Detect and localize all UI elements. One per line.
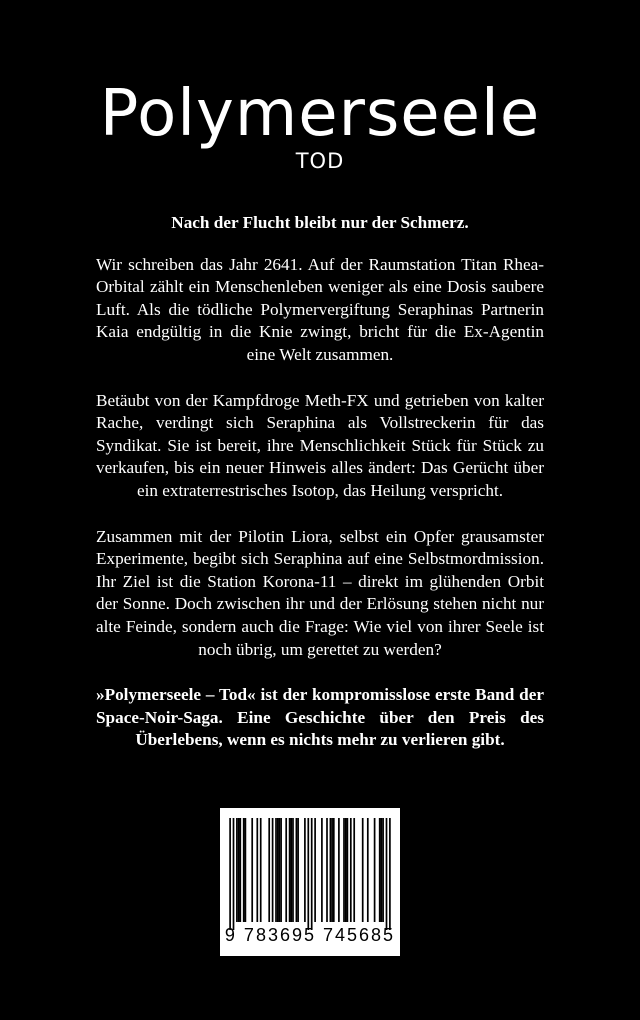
barcode-bar <box>233 818 235 930</box>
barcode-bar <box>292 818 294 922</box>
blurb-text <box>96 212 544 775</box>
barcode-bar <box>285 818 287 922</box>
isbn-number: 9 783695 745685 <box>224 925 396 945</box>
barcode-bar <box>386 818 388 930</box>
barcode-bar <box>275 818 277 922</box>
barcode-bar <box>243 818 245 922</box>
blurb-paragraph: Zusammen mit der Pilotin Liora, selbst ein Opfer grausamster Experimente, begibt sich Seraphina auf eine Selbstmordmission. Ihr Ziel ist die Station Korona-11 – direkt im glühenden Orbit der Sonne. Doch zwischen ihr und der Erlösung stehen nicht nur alte Feinde, sondern auch die Frage: Wie viel von ihrer Seele ist noch übrig, um gerettet zu werden? <box>96 526 544 659</box>
barcode-bar <box>272 818 274 922</box>
barcode-bar <box>304 818 306 922</box>
barcode-bar <box>350 818 352 922</box>
barcode-bar <box>331 818 333 922</box>
barcode-bar <box>290 818 292 922</box>
barcode-bar <box>245 818 247 922</box>
barcode-bar <box>345 818 347 922</box>
tagline: Nach der Flucht bleibt nur der Schmerz. <box>171 213 469 232</box>
barcode-bar <box>236 818 238 922</box>
barcode-bar <box>326 818 328 922</box>
barcode-bar <box>296 818 298 922</box>
barcode-bar <box>379 818 381 922</box>
barcode-bar <box>260 818 262 922</box>
barcode-bar <box>362 818 364 922</box>
barcode-bar <box>314 818 316 922</box>
barcode-bar <box>330 818 332 922</box>
barcode-bar <box>347 818 349 922</box>
book-subtitle: TOD <box>295 149 345 173</box>
barcode-bar <box>238 818 240 922</box>
barcode-bar <box>311 818 313 930</box>
barcode-bar <box>256 818 258 922</box>
barcode-bar <box>333 818 335 922</box>
barcode-bar <box>239 818 241 922</box>
barcode-bar <box>374 818 376 922</box>
isbn-barcode <box>220 808 400 956</box>
barcode-bar <box>268 818 270 922</box>
barcode-bar <box>280 818 282 922</box>
barcode-bar <box>279 818 281 922</box>
barcode-bar <box>353 818 355 922</box>
blurb-paragraph: Betäubt von der Kampfdroge Meth-FX und getrieben von kalter Rache, verdingt sich Seraphina als Vollstreckerin für das Syndikat. Sie ist bereit, ihre Menschlichkeit Stück für Stück zu verkaufen, bis ein neuer Hinweis alles ändert: Das Gerücht über ein extraterrestrisches Isotop, das Heilung verspricht. <box>96 390 544 500</box>
barcode-bar <box>229 818 231 930</box>
barcode-bar <box>338 818 340 922</box>
barcode-bar <box>307 818 309 930</box>
barcode-bar <box>382 818 384 922</box>
barcode-bar <box>381 818 383 922</box>
barcode-bar <box>251 818 253 922</box>
barcode-bar <box>277 818 279 922</box>
barcode-bar <box>389 818 391 930</box>
barcode-bar <box>367 818 369 922</box>
book-title: Polymerseele <box>99 77 541 151</box>
barcode-bar <box>321 818 323 922</box>
blurb-paragraph: Wir schreiben das Jahr 2641. Auf der Raumstation Titan Rhea-Orbital zählt ein Menschenleben weniger als eine Dosis saubere Luft. Als die tödliche Polymervergiftung Seraphinas Partnerin Kaia endgültig in die Knie zwingt, bricht für die Ex-Agentin eine Welt zusammen. <box>96 254 544 364</box>
barcode-bar <box>289 818 291 922</box>
closing-statement: »Polymerseele – Tod« ist der kompromisslose erste Band der Space-Noir-Saga. Eine Geschichte über den Preis des Überlebens, wenn es nichts mehr zu verlieren gibt. <box>96 685 544 750</box>
barcode-bar <box>343 818 345 922</box>
barcode-bar <box>297 818 299 922</box>
